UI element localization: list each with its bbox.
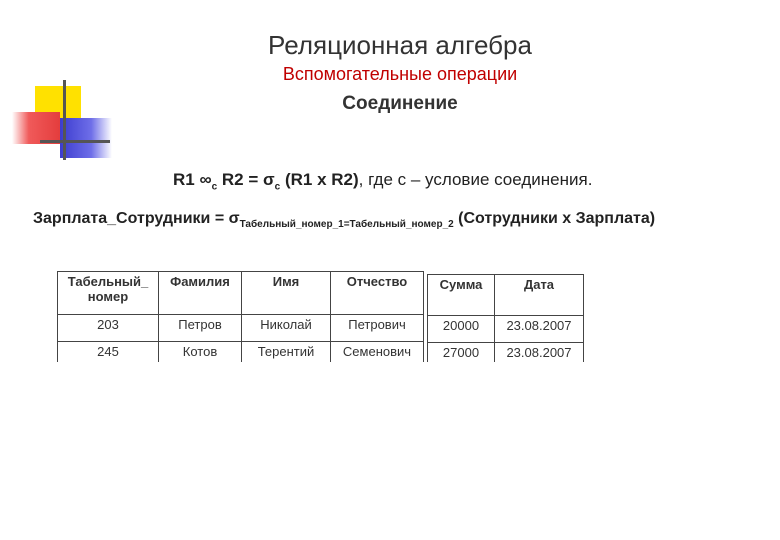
table-cell: 23.08.2007: [495, 343, 584, 370]
column-header: Имя: [242, 272, 331, 315]
horizontal-rule: [40, 140, 110, 143]
column-header: Сумма: [428, 275, 495, 316]
column-header: Фамилия: [159, 272, 242, 315]
join-symbol: ∞: [199, 170, 212, 189]
decorative-corner-graphic: [0, 0, 120, 170]
salary-table: [427, 274, 584, 370]
table-row: [58, 315, 424, 342]
column-header: Отчество: [331, 272, 424, 315]
table-cell: 203: [58, 315, 159, 342]
table-cell: Котов: [159, 342, 242, 369]
table-cell: Терентий: [242, 342, 331, 369]
formula-r1: R1: [173, 170, 195, 189]
sigma-condition-sub: c: [274, 181, 281, 193]
table-header-row: [58, 272, 424, 315]
column-header: Дата: [495, 275, 584, 316]
example-formula-lhs: Зарплата_Сотрудники = σ: [33, 210, 240, 227]
formula-equals: =: [248, 170, 259, 189]
example-formula-condition: Табельный_номер_1=Табельный_номер_2: [239, 219, 454, 231]
table-cell: Петров: [159, 315, 242, 342]
slide-title: Реляционная алгебра: [268, 30, 532, 60]
table-cell: Петрович: [331, 315, 424, 342]
column-header: Табельный_ номер: [58, 272, 159, 315]
example-formula-rhs: (Сотрудники х Зарплата): [453, 210, 656, 227]
formula-r2: R2: [221, 170, 244, 189]
join-condition-sub: c: [211, 181, 218, 193]
scan-crop-edge: [30, 362, 630, 378]
table-cell: 27000: [428, 343, 495, 370]
formula-explanation: , где с – условие соединения.: [358, 170, 593, 189]
vertical-rule: [63, 80, 66, 160]
table-cell: Николай: [242, 315, 331, 342]
slide-subtitle: Вспомогательные операции: [282, 64, 518, 84]
employees-table: [57, 271, 424, 369]
blue-square: [60, 118, 112, 158]
section-heading: Соединение: [342, 93, 458, 114]
table-cell: Семенович: [331, 342, 424, 369]
join-definition-formula: [173, 170, 592, 192]
example-formula: [33, 208, 723, 236]
formula-product: (R1 x R2): [284, 170, 359, 189]
table-cell: 20000: [428, 316, 495, 343]
table-row: [428, 316, 584, 343]
table-cell: 245: [58, 342, 159, 369]
table-header-row: [428, 275, 584, 316]
sigma-symbol: σ: [263, 170, 275, 189]
table-cell: 23.08.2007: [495, 316, 584, 343]
